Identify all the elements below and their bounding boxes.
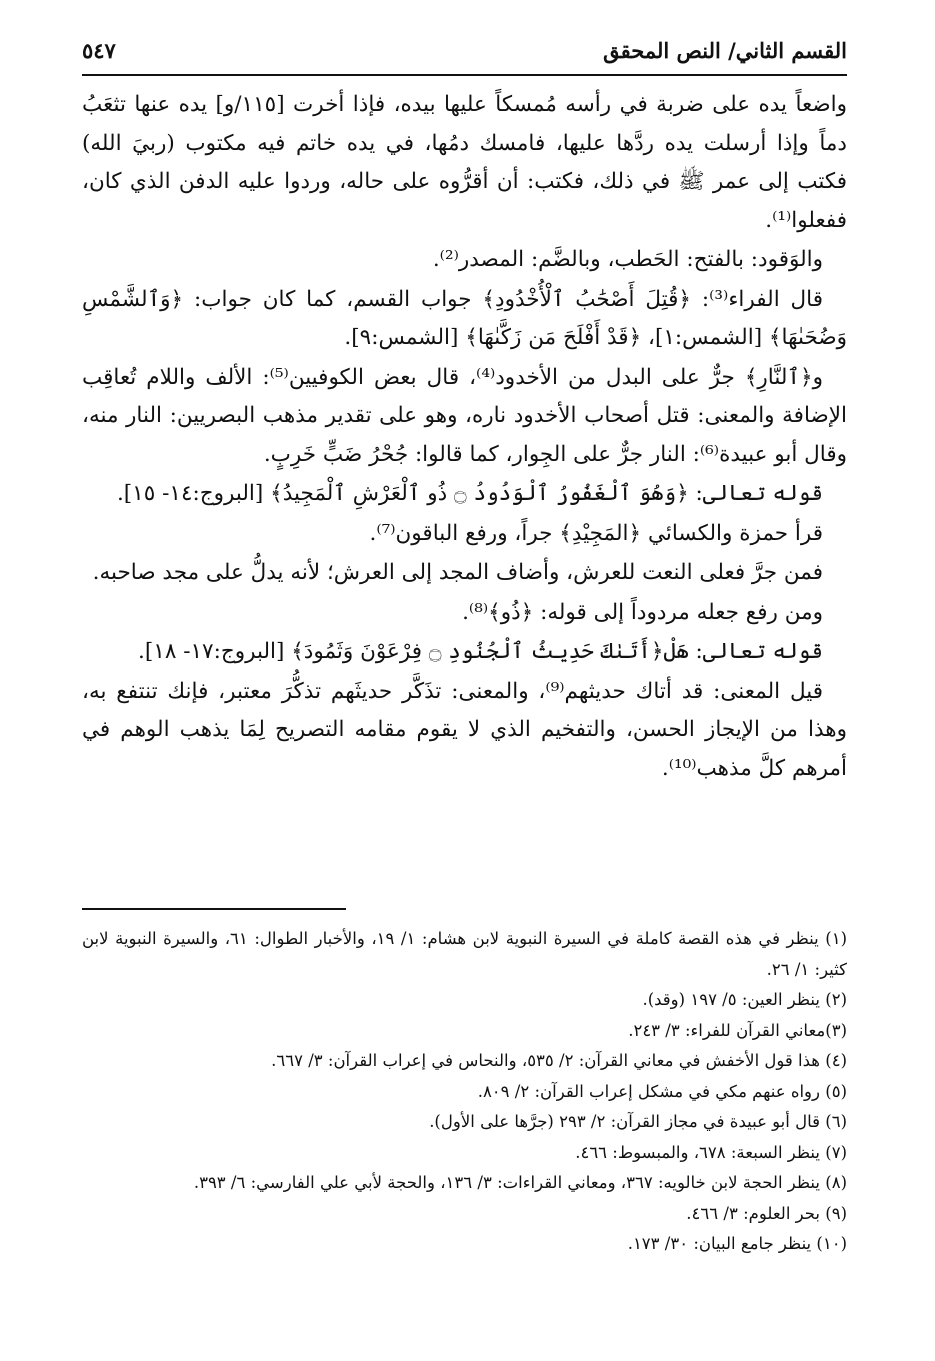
paragraph: فمن جرَّ فعلى النعت للعرش، وأضاف المجد إلى العرش؛ لأنه يدلُّ على مجد صاحبه. [92, 560, 823, 585]
paragraph: و﴿ٱلنَّارِ﴾ جرٌّ على البدل من الأخدود⁽⁴⁾، قال بعض الكوفيين⁽⁵⁾: الألف واللام تُعاقِب الإضافة والمعنى: قتل أصحاب الأخدود ناره، وهو على تقدير مذهب البصريين: النار منه، وقال أبو عبيدة⁽⁶⁾: النار جرٌّ على الجِوار، كما قالوا: جُحْرُ ضَبٍّ خَرِبٍ. [82, 364, 847, 467]
footnotes [82, 924, 847, 1260]
paragraph: واضعاً يده على ضربة في رأسه مُمسكاً عليها بيده، فإذا أخرت [١١٥/و] يده عنها تثعَبُ دماً وإذا أرسلت يده ردَّها عليها، فامسك دمُها، في يده خاتم فيه مكتوب (ربيَ الله) فكتب إلى عمر ﷺ في ذلك، فكتب: أن أقرُّوه على حاله، وردوا عليه الدفن الذي كان، ففعلوا⁽¹⁾. [82, 92, 847, 233]
footnote: (٢) ينظر العين: ٥/ ١٩٧ (وقد). [642, 990, 847, 1009]
section-title: القسم الثاني/ النص المحقق [603, 38, 847, 63]
footnote: (٩) بحر العلوم: ٣/ ٤٦٦. [686, 1203, 847, 1223]
paragraph: ومن رفع جعله مردوداً إلى قوله: ﴿ذُو﴾⁽⁸⁾. [462, 599, 823, 625]
paragraph: قيل المعنى: قد أتاك حديثهم⁽⁹⁾، والمعنى: تذَكَّر حديثَهم تذكُّرَ معتبر، فإنك تنتفع به، وهذا من الإيجاز الحسن، والتفخيم الذي لا يقوم مقامه التصريح لِمَا يذهب الوهم في أمرهم كلَّ مذهب⁽¹⁰⁾. [82, 678, 847, 781]
footnote: (٨) ينظر الحجة لابن خالويه: ٣٦٧، ومعاني القراءات: ٣/ ١٣٦، والحجة لأبي علي الفارسي: ٦/ ٣٩٣. [193, 1173, 847, 1192]
footnote: (٣)معاني القرآن للفراء: ٣/ ٢٤٣. [628, 1020, 847, 1040]
footnote: (٥) رواه عنهم مكي في مشكل إعراب القرآن: ٢/ ٨٠٩. [477, 1081, 847, 1101]
paragraph: قرأ حمزة والكسائي ﴿المَجِيْدِ﴾ جراً، ورفع الباقون⁽⁷⁾. [369, 520, 823, 546]
footnote: (١٠) ينظر جامع البيان: ٣٠/ ١٧٣. [627, 1234, 847, 1253]
paragraph: قوله تعالى: ﴿وَهُوَ ٱلْغَفُورُ ٱلْوَدُودُ ۝ ذُو ٱلْعَرْشِ ٱلْمَجِيدُ﴾ [البروج:١٤- ١٥]. [116, 481, 823, 506]
running-header [82, 34, 847, 76]
footnote: (١) ينظر في هذه القصة كاملة في السيرة النبوية لابن هشام: ١/ ١٩، والأخبار الطوال: ٦١، والسيرة النبوية لابن كثير: ١/ ٢٦. [82, 929, 847, 979]
paragraph: قوله تعالى: هَلْ﴿أَتَىٰكَ حَدِيثُ ٱلْجُنُودِ ۝ فِرْعَوْنَ وَثَمُودَ﴾ [البروج:١٧- ١٨]. [138, 639, 823, 664]
page-number: ٥٤٧ [82, 38, 116, 63]
main-text [82, 86, 847, 789]
footnote-separator [82, 908, 346, 910]
footnote: (٤) هذا قول الأخفش في معاني القرآن: ٢/ ٥٣٥، والنحاس في إعراب القرآن: ٣/ ٦٦٧. [271, 1051, 847, 1070]
paragraph: قال الفراء⁽³⁾: ﴿قُتِلَ أَصْحَٰبُ ٱلْأُخْدُودِ﴾ جواب القسم، كما كان جواب: ﴿وَٱلشَّمْسِ وَضُحَىٰهَا﴾ [الشمس:١]، ﴿قَدْ أَفْلَحَ مَن زَكَّىٰهَا﴾ [الشمس:٩]. [82, 286, 847, 350]
footnote: (٦) قال أبو عبيدة في مجاز القرآن: ٢/ ٢٩٣ (جرَّها على الأول). [429, 1112, 847, 1131]
footnote: (٧) ينظر السبعة: ٦٧٨، والمبسوط: ٤٦٦. [575, 1142, 847, 1162]
paragraph: والوَقود: بالفتح: الحَطب، وبالضَّم: المصدر⁽²⁾. [432, 247, 823, 272]
